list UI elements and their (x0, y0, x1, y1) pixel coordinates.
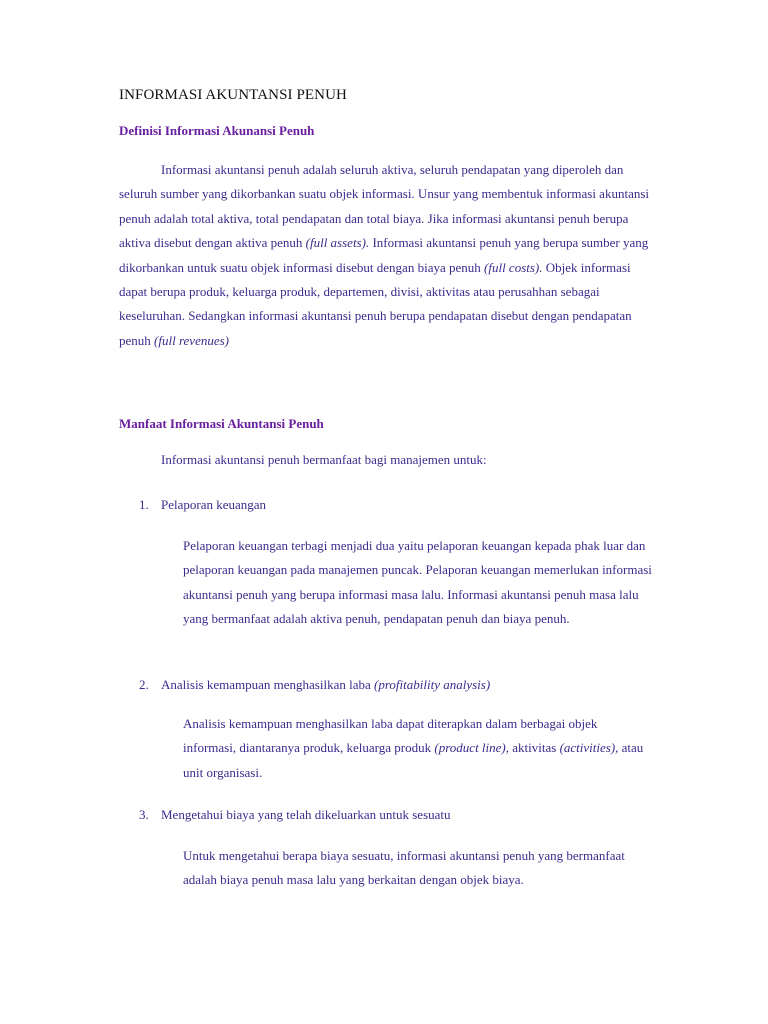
activities-term: (activities), (559, 740, 619, 756)
list-label: Mengetahui biaya yang telah dikeluarkan untuk sesuatu (161, 807, 451, 822)
list-item-1-text: Pelaporan keuangan terbagi menjadi dua yaitu pelaporan keuangan kepada phak luar dan pelaporan keuangan pada manajemen puncak. Pelaporan keuangan memerlukan informasi akuntansi penuh yang berupa informasi masa lalu. Informasi akuntansi penuh masa lalu yang bermanfaat adalah aktiva penuh, pendapatan penuh dan biaya penuh. (183, 538, 652, 627)
list-item-2-text (183, 712, 653, 785)
definition-text-part-3: Objek informasi dapat berupa produk, keluarga produk, departemen, divisi, aktivitas atau perusahhan sebagai keseluruhan. Sedangkan informasi akuntansi penuh berupa pendapatan disebut dengan pendapatan penuh (119, 259, 632, 348)
list-number: 3. (139, 807, 149, 822)
profitability-analysis-term: (profitability analysis) (374, 677, 491, 692)
list-number: 1. (139, 497, 149, 512)
product-line-term: (product line), (434, 740, 510, 756)
analysis-text-part-3: atau unit organisasi. (183, 740, 644, 780)
list-item-3-text: Untuk mengetahui berapa biaya sesuatu, informasi akuntansi penuh yang bermanfaat adalah biaya penuh masa lalu yang berkaitan dengan objek biaya. (183, 848, 625, 888)
full-costs-term: (full costs). (484, 259, 543, 275)
list-number: 2. (139, 677, 149, 692)
full-assets-term: (full assets). (305, 235, 370, 251)
analysis-text-part-2: aktivitas (509, 740, 560, 756)
definition-paragraph (119, 158, 659, 353)
full-revenues-term: (full revenues) (154, 332, 229, 348)
document-title: INFORMASI AKUNTANSI PENUH (119, 87, 347, 103)
list-item-1-label (139, 497, 266, 513)
list-label: Pelaporan keuangan (161, 497, 267, 512)
definition-text-part-2: Informasi akuntansi penuh yang berupa sumber yang dikorbankan untuk suatu objek informasi disebut dengan biaya penuh (119, 235, 649, 275)
section-heading-definition: Definisi Informasi Akunansi Penuh (119, 123, 315, 138)
list-item-2-label (139, 677, 490, 693)
benefits-intro: Informasi akuntansi penuh bermanfaat bagi manajemen untuk: (161, 452, 487, 467)
section-heading-benefits: Manfaat Informasi Akuntansi Penuh (119, 416, 324, 431)
list-item-3-label (139, 807, 451, 823)
list-label: Analisis kemampuan menghasilkan laba (161, 677, 371, 692)
analysis-text-part-1: Analisis kemampuan menghasilkan laba dapat diterapkan dalam berbagai objek informasi, diantaranya produk, keluarga produk (183, 716, 598, 756)
definition-text-part-1: Informasi akuntansi penuh adalah seluruh aktiva, seluruh pendapatan yang diperoleh dan seluruh sumber yang dikorbankan suatu objek informasi. Unsur yang membentuk informasi akuntansi penuh adalah total aktiva, total pendapatan dan total biaya. Jika informasi akuntansi penuh berupa aktiva disebut dengan aktiva penuh (119, 162, 650, 251)
